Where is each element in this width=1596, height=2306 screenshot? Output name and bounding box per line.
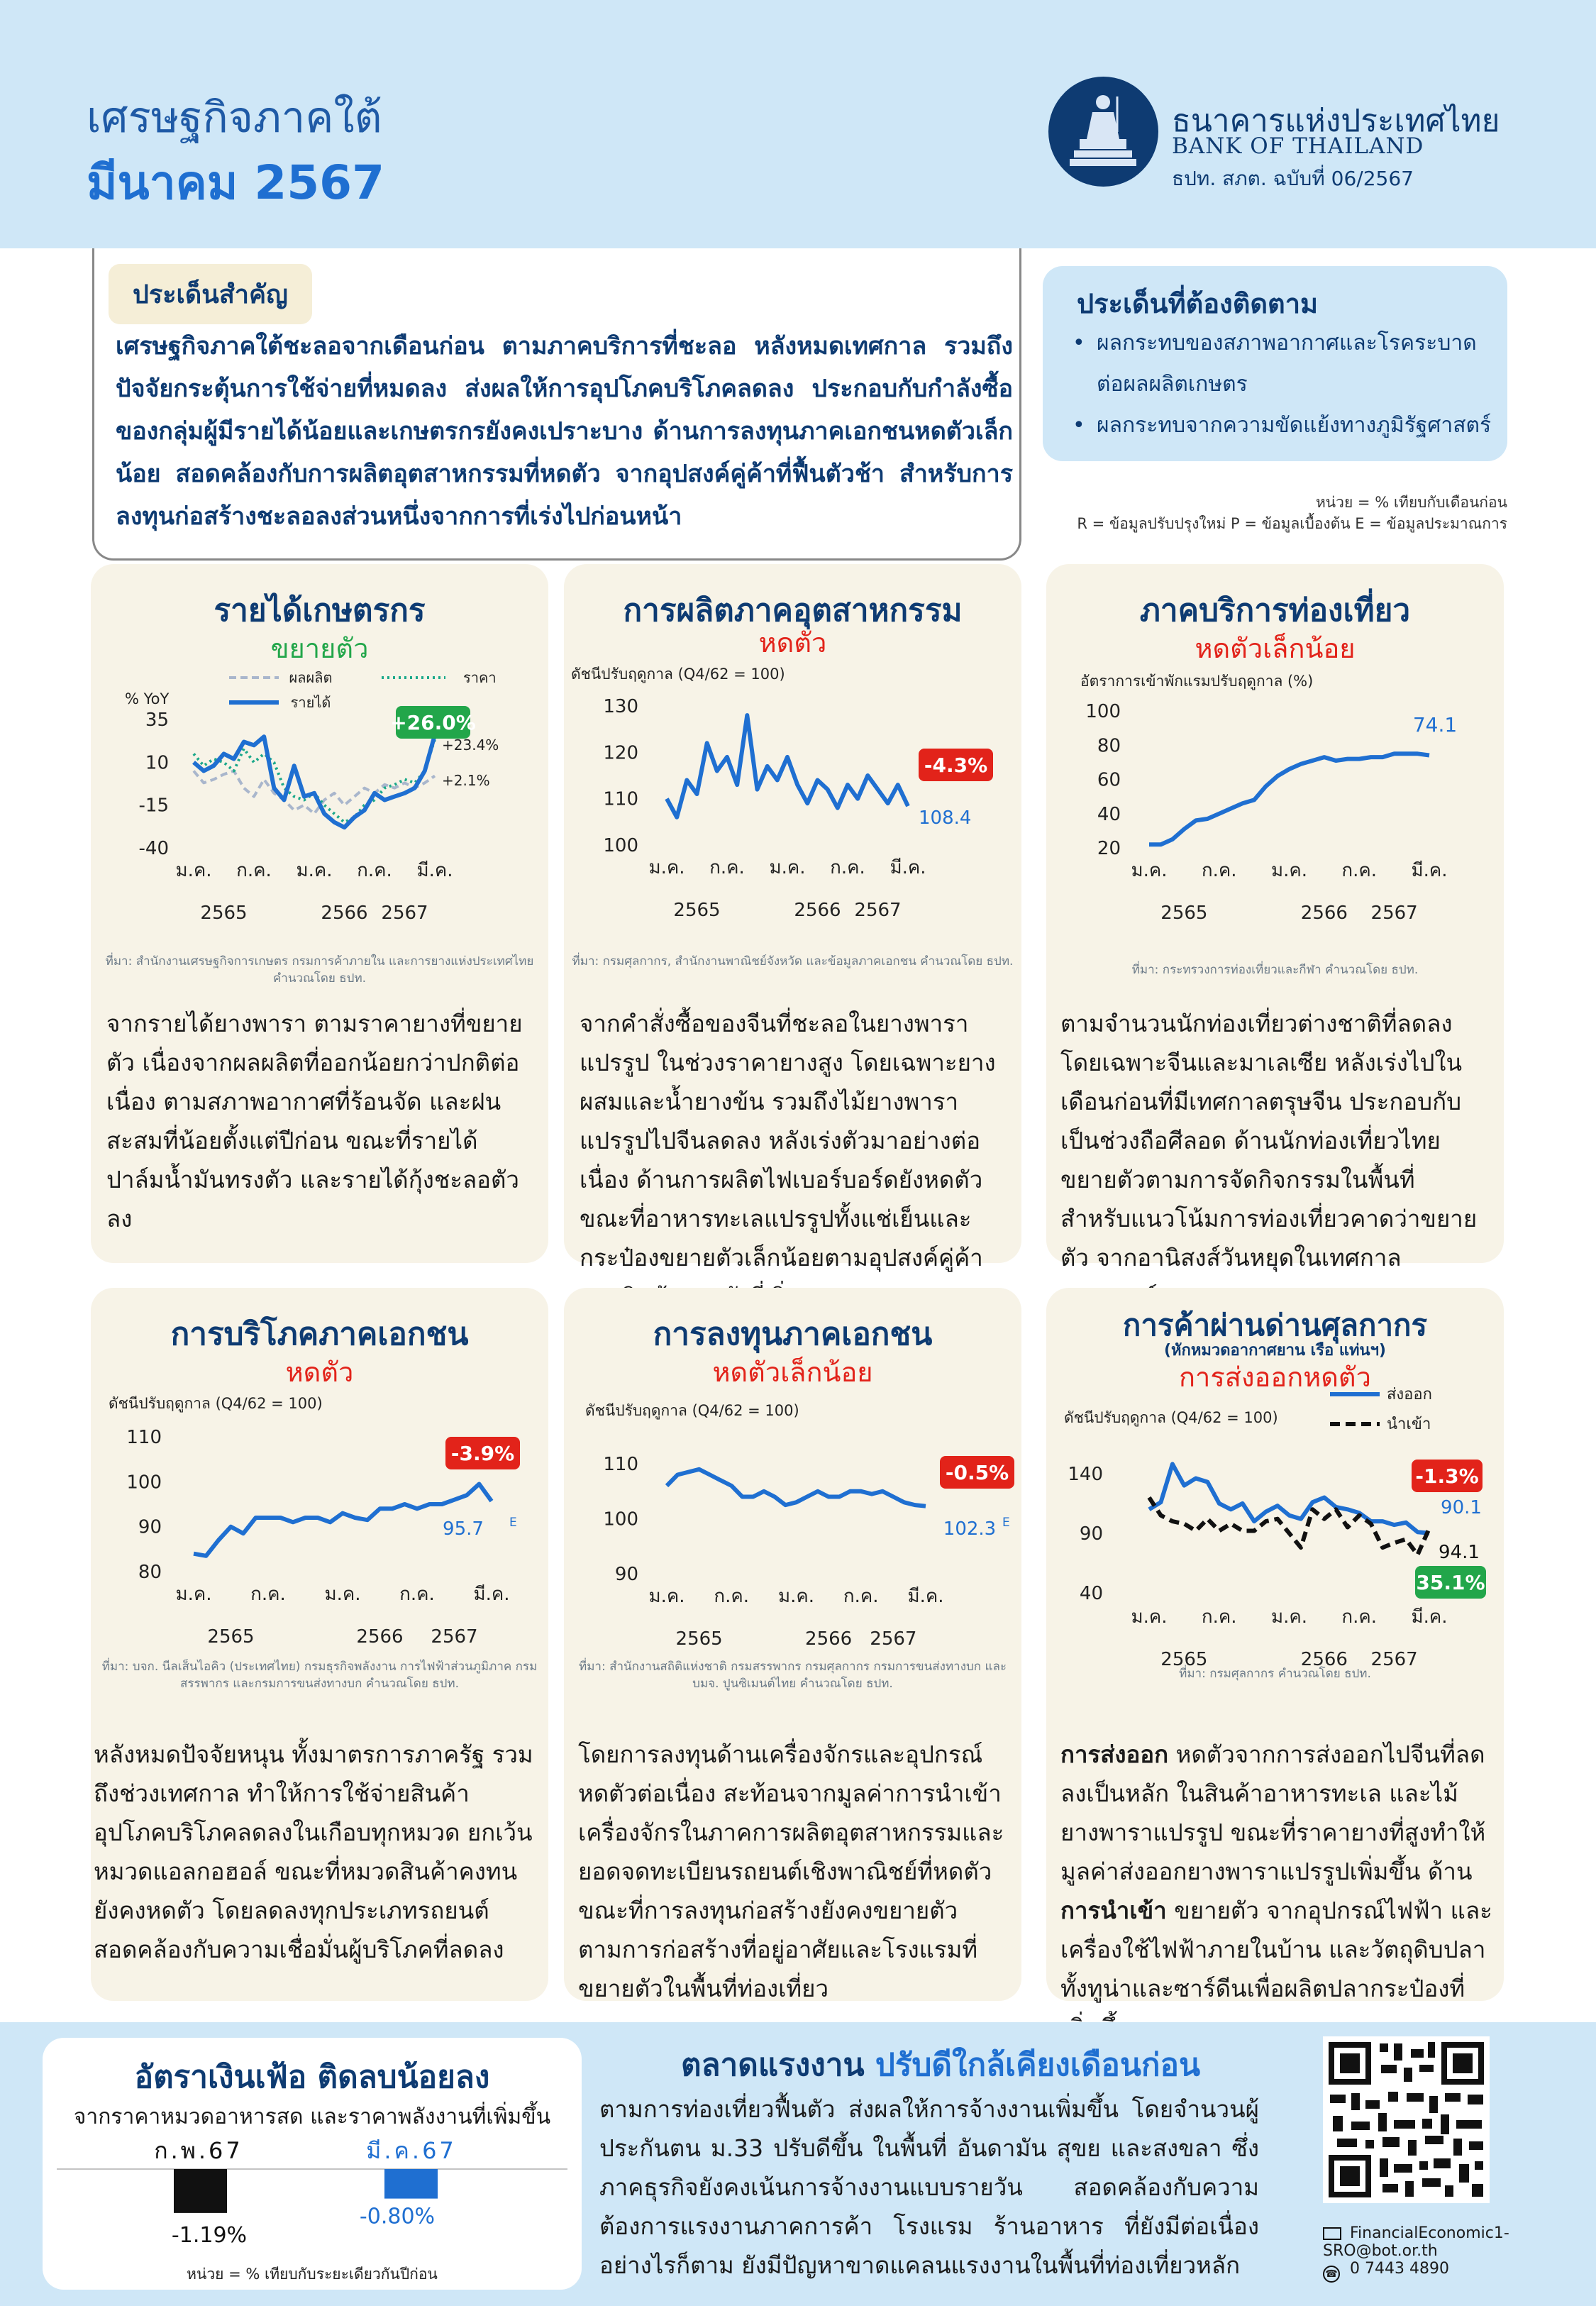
panel-farm-income xyxy=(91,564,548,1263)
x-tick-label: ม.ค. xyxy=(296,860,333,881)
x-tick-label: ม.ค. xyxy=(1131,860,1168,881)
inflation-feb-value: -1.19% xyxy=(171,2222,248,2248)
y-axis-label: % YoY xyxy=(125,690,170,707)
manufacturing-chart xyxy=(564,564,1021,976)
x-tick-label: ก.ค. xyxy=(709,857,745,878)
source-note: ที่มา: สำนักงานเศรษฐกิจการเกษตร กรมการค้าภายใน และการยางแห่งประเทศไทย คำนวณโดย ธปท. xyxy=(105,954,534,986)
legend-output: ผลผลิต xyxy=(289,669,333,686)
y-tick-label: 20 xyxy=(1097,838,1121,859)
x-tick-label: ก.ค. xyxy=(1341,1606,1378,1628)
x-tick-label: มี.ค. xyxy=(1411,860,1448,881)
panel-investment xyxy=(564,1288,1021,2001)
panel-status: หดตัว xyxy=(758,627,827,658)
y-tick-label: 100 xyxy=(126,1472,162,1494)
x-year-label: 2567 xyxy=(870,1628,917,1650)
y-tick-label: 35 xyxy=(145,710,169,732)
y-tick-label: 40 xyxy=(1079,1583,1103,1604)
x-tick-label: มี.ค. xyxy=(416,860,453,881)
x-year-label: 2567 xyxy=(381,903,428,924)
y-tick-label: 120 xyxy=(603,742,638,764)
badge-manu: -4.3% xyxy=(924,754,988,777)
series-line-3 xyxy=(194,735,435,827)
badge-income: +26.0% xyxy=(390,711,476,734)
farm-income-chart xyxy=(91,564,548,976)
x-tick-label: ม.ค. xyxy=(648,1586,685,1607)
panel-subnote: (หักหมวดอากาศยาน เรือ แท่นฯ) xyxy=(1163,1342,1386,1359)
y-axis-label: ดัชนีปรับฤดูกาล (Q4/62 = 100) xyxy=(571,666,785,683)
y-tick-label: 90 xyxy=(1079,1523,1103,1545)
source-note: ที่มา: บจก. นีลเส็นไอคิว (ประเทศไทย) กรมธุรกิจพลังงาน การไฟฟ้าส่วนภูมิภาค กรมสรรพากร และกรมการขนส่งทางบก คำนวณโดย ธปท. xyxy=(101,1660,538,1691)
x-tick-label: ม.ค. xyxy=(324,1584,361,1605)
key-issues-text: เศรษฐกิจภาคใต้ชะลอจากเดือนก่อน ตามภาคบริการที่ชะลอ หลังหมดเทศกาล รวมถึงปัจจัยกระตุ้นการใช้จ่ายที่หมดลง ส่งผลให้การอุปโภคบริโภคลดลง ประกอบกับกำลังซื้อของกลุ่มผู้มีรายได้น้อยและเกษตรกรยังคงเปราะบาง ด้านการลงทุนภาคเอกชนหดตัวเล็กน้อย สอดคล้องกับการผลิตอุตสาหกรรมที่หดตัว จากอุปสงค์คู่ค้าที่ฟื้นตัวช้า สำหรับการลงทุนก่อสร้างชะลอลงส่วนหนึ่งจากการที่เร่งไปก่อนหน้า xyxy=(116,332,1013,531)
y-axis-label: ดัชนีปรับฤดูกาล (Q4/62 = 100) xyxy=(585,1402,799,1419)
y-tick-label: 110 xyxy=(126,1427,162,1448)
phone-icon: ☎ xyxy=(1323,2266,1340,2283)
panel-body-text: ตามจำนวนนักท่องเที่ยวต่างชาติที่ลดลง โดยเฉพาะจีนและมาเลเซีย หลังเร่งไปในเดือนก่อนที่มีเทศกาลตรุษจีน ประกอบกับเป็นช่วงถือศีลอด ด้านนักท่องเที่ยวไทยขยายตัวตามการจัดกิจกรรมในพื้นที่ สำหรับแนวโน้มการท่องเที่ยวคาดว่าขยายตัว จากอานิสงส์วันหยุดในเทศกาล xyxy=(1060,1010,1478,1271)
y-tick-label: 100 xyxy=(1085,701,1121,722)
series-line-2 xyxy=(194,739,435,822)
x-tick-label: ม.ค. xyxy=(648,857,685,878)
x-year-label: 2565 xyxy=(207,1626,255,1648)
panel-manufacturing xyxy=(564,564,1021,1271)
x-tick-label: มี.ค. xyxy=(1411,1606,1448,1628)
unit-note: หน่วย = % เทียบกับเดือนก่อน xyxy=(1315,494,1507,511)
end-label-export: 90.1 xyxy=(1441,1497,1482,1518)
x-year-label: 2565 xyxy=(1160,903,1208,924)
end-label: 102.3 xyxy=(943,1518,997,1540)
inflation-mar-label: มี.ค.67 xyxy=(366,2137,457,2164)
x-year-label: 2565 xyxy=(200,903,248,924)
y-axis-label: อัตราการเข้าพักแรมปรับฤดูกาล (%) xyxy=(1080,673,1314,690)
x-tick-label: ก.ค. xyxy=(1201,1606,1237,1628)
y-tick-label: 90 xyxy=(614,1564,638,1585)
y-tick-label: 90 xyxy=(138,1516,162,1538)
series-line-1 xyxy=(667,1469,926,1506)
panel-title: การผลิตภาคอุตสาหกรรม xyxy=(623,592,963,629)
y-tick-label: 100 xyxy=(603,835,638,856)
panel-status: การส่งออกหดตัว xyxy=(1179,1362,1371,1393)
bank-name-english: BANK OF THAILAND xyxy=(1172,133,1424,159)
x-tick-label: ก.ค. xyxy=(250,1584,286,1605)
source-note: ที่มา: กระทรวงการท่องเที่ยวและกีฬา คำนวณโดย ธปท. xyxy=(1131,963,1419,977)
inflation-title: อัตราเงินเฟ้อ ติดลบน้อยลง xyxy=(134,2059,490,2095)
consumption-chart xyxy=(91,1288,548,1685)
x-tick-label: ก.ค. xyxy=(830,857,865,878)
end-label-import: 94.1 xyxy=(1439,1542,1480,1563)
badge-import: 35.1% xyxy=(1416,1571,1485,1594)
x-year-label: 2567 xyxy=(1370,903,1418,924)
end-label-superscript: E xyxy=(1002,1516,1010,1530)
y-tick-label: 110 xyxy=(603,788,638,810)
y-tick-label: -40 xyxy=(138,838,169,859)
panel-title: รายได้เกษตรกร xyxy=(214,592,426,629)
inflation-unit: หน่วย = % เทียบกับระยะเดียวกันปีก่อน xyxy=(187,2266,438,2283)
panel-title: การลงทุนภาคเอกชน xyxy=(653,1316,933,1352)
panel-tourism xyxy=(1046,564,1504,1271)
inflation-mar-value: -0.80% xyxy=(359,2204,436,2229)
x-tick-label: ม.ค. xyxy=(175,860,212,881)
panel-body-text xyxy=(1060,1735,1493,2047)
end-label: 95.7 xyxy=(443,1518,484,1540)
y-tick-label: 110 xyxy=(603,1454,638,1475)
email-text: FinancialEconomic1-SRO@bot.or.th xyxy=(1323,2224,1509,2260)
x-year-label: 2565 xyxy=(1160,1649,1208,1670)
source-note: ที่มา: กรมศุลกากร คำนวณโดย ธปท. xyxy=(1179,1667,1371,1681)
x-year-label: 2566 xyxy=(805,1628,853,1650)
x-tick-label: ม.ค. xyxy=(1270,1606,1308,1628)
x-year-label: 2567 xyxy=(431,1626,478,1648)
series-line-1 xyxy=(1149,1464,1429,1533)
labor-title xyxy=(681,2040,1200,2090)
y-tick-label: -15 xyxy=(138,795,169,817)
series-line-1 xyxy=(1149,754,1429,844)
badge-investment: -0.5% xyxy=(945,1461,1009,1484)
x-year-label: 2566 xyxy=(794,900,841,921)
inflation-feb-label: ก.พ.67 xyxy=(154,2137,243,2164)
badge-consumption: -3.9% xyxy=(450,1442,515,1465)
x-tick-label: ก.ค. xyxy=(1201,860,1237,881)
x-tick-label: ก.ค. xyxy=(843,1586,879,1607)
watch-item: • ผลกระทบจากความขัดแย้งทางภูมิรัฐศาสตร์ xyxy=(1073,405,1498,446)
bank-logo-icon xyxy=(1048,77,1158,187)
body-import-text: ขยายตัว จากอุปกรณ์ไฟฟ้า และเครื่องใช้ไฟฟ้าภายในบ้าน และวัตถุดิบปลาทั้งทูน่าและซาร์ดีนเพื่อผลิตปลากระป๋องที่ xyxy=(1060,1897,1492,2002)
source-note: ที่มา: สำนักงานสถิติแห่งชาติ กรมสรรพากร กรมศุลกากร กรมการขนส่งทางบก และ บมจ. ปูนซิเมนต์ไทย คำนวณโดย ธปท. xyxy=(578,1660,1007,1691)
issue-number: ธปท. สภต. ฉบับที่ 06/2567 xyxy=(1172,167,1414,190)
key-issues-label: ประเด็นสำคัญ xyxy=(109,264,312,324)
y-tick-label: 80 xyxy=(1097,735,1121,757)
panel-status: หดตัวเล็กน้อย xyxy=(1195,633,1356,664)
watch-item: • ผลกระทบของสภาพอากาศและโรคระบาดต่อผลผลิตเกษตร xyxy=(1073,323,1498,405)
mail-icon xyxy=(1323,2227,1341,2240)
panel-title: ภาคบริการท่องเที่ยว xyxy=(1139,592,1411,629)
body-export-text: หดตัวจากการส่งออกไปจีนที่ลดลงเป็นหลัก ในสินค้าอาหารทะเล และไม้ยางพาราแปรรูป ขณะที่ราคายางที่สูงทำให้มูลค่าส่งออกยางพาราแปรรูปเพิ่มขึ้น ด้าน xyxy=(1060,1740,1486,1885)
panel-trade xyxy=(1046,1288,1504,2001)
x-year-label: 2565 xyxy=(675,1628,723,1650)
panel-body-text: จากรายได้ยางพารา ตามราคายางที่ขยายตัว เนื่องจากผลผลิตที่ออกน้อยกว่าปกติต่อเนื่อง ตามสภาพอากาศที่ร้อนจัด และฝนสะสมที่น้อยตั้งแต่ปีก่อน ขณะที่รายได้ปาล์มน้ำมันทรงตัว และรายได้กุ้งชะลอตัวลง xyxy=(106,1010,523,1232)
tourism-chart xyxy=(1046,564,1504,976)
x-tick-label: ม.ค. xyxy=(175,1584,212,1605)
investment-chart xyxy=(564,1288,1021,1685)
panel-status: ขยายตัว xyxy=(270,633,369,664)
x-tick-label: ก.ค. xyxy=(1341,860,1378,881)
end-label-output: +2.1% xyxy=(442,772,490,789)
key-issues-box xyxy=(92,248,1021,561)
x-tick-label: ม.ค. xyxy=(1131,1606,1168,1628)
labor-text: ตามการท่องเที่ยวฟื้นตัว ส่งผลให้การจ้างงานเพิ่มขึ้น โดยจำนวนผู้ประกันตน ม.33 ปรับดีขึ้น ในพื้นที่ อันดามัน สุขย และสงขลา ซึ่งภาคธุรกิจยังคงเน้นการจ้างงานแบบรายวัน สอดคล้องกับความต้องการแรงงานภาคการค้า โรงแรม ร้านอาหาร ที่ยังมีต่อเนื่อง อย่างไรก็ตาม ยังมีปัญหาขาดแคลนแรงงานในพื้นที่ท่องเที่ยวหลัก xyxy=(599,2095,1259,2279)
y-tick-label: 100 xyxy=(603,1508,638,1530)
panel-title: การค้าผ่านด่านศุลกากร xyxy=(1122,1308,1428,1342)
legend-import: นำเข้า xyxy=(1387,1416,1431,1433)
x-year-label: 2566 xyxy=(356,1626,404,1648)
y-axis-label: ดัชนีปรับฤดูกาล (Q4/62 = 100) xyxy=(1064,1409,1278,1426)
panel-status: หดตัวเล็กน้อย xyxy=(712,1357,873,1388)
contact-phone[interactable] xyxy=(1323,2260,1449,2279)
x-year-label: 2565 xyxy=(673,900,721,921)
inflation-mar-bar xyxy=(384,2169,438,2199)
x-year-label: 2566 xyxy=(1300,903,1348,924)
qr-code-icon[interactable] xyxy=(1323,2036,1490,2203)
series-line-1 xyxy=(667,715,908,817)
bank-name-thai: ธนาคารแห่งประเทศไทย xyxy=(1172,103,1500,139)
x-tick-label: ม.ค. xyxy=(777,1586,815,1607)
x-year-label: 2566 xyxy=(321,903,368,924)
x-year-label: 2567 xyxy=(1370,1649,1418,1670)
end-label: 74.1 xyxy=(1412,713,1458,737)
legend-income: รายได้ xyxy=(290,694,331,711)
page-title: เศรษฐกิจภาคใต้ xyxy=(87,93,382,143)
panel-title: การบริโภคภาคเอกชน xyxy=(170,1316,469,1352)
y-axis-label: ดัชนีปรับฤดูกาล (Q4/62 = 100) xyxy=(109,1395,323,1412)
x-tick-label: ก.ค. xyxy=(236,860,272,881)
panel-body-text: โดยการลงทุนด้านเครื่องจักรและอุปกรณ์หดตัวต่อเนื่อง สะท้อนจากมูลค่าการนำเข้าเครื่องจักรในภาคการผลิตอุตสาหกรรมและยอดจดทะเบียนรถยนต์เชิงพาณิชย์ที่หดตัว ขณะที่การลงทุนก่อสร้างยังคงขยายตัว ตามการก่อสร้างที่อยู่อาศัยและโรงแรมที่ขยายตัวในพื้นที่ท่องเที่ยว xyxy=(578,1740,1004,2002)
x-year-label: 2566 xyxy=(1300,1649,1348,1670)
end-label-price: +23.4% xyxy=(442,737,499,754)
trade-chart xyxy=(1046,1288,1504,1685)
inflation-box xyxy=(43,2038,582,2290)
panel-consumption xyxy=(91,1288,548,2001)
watch-issues-title: ประเด็นที่ต้องติดตาม xyxy=(1077,288,1319,319)
x-tick-label: ม.ค. xyxy=(769,857,806,878)
y-tick-label: 40 xyxy=(1097,803,1121,825)
body-bold-export: การส่งออก xyxy=(1060,1740,1169,1768)
watch-issues-box xyxy=(1043,266,1507,461)
inflation-feb-bar xyxy=(174,2169,227,2213)
legend-price: ราคา xyxy=(463,669,497,686)
x-tick-label: ม.ค. xyxy=(1270,860,1308,881)
x-tick-label: มี.ค. xyxy=(890,857,926,878)
legend-note: R = ข้อมูลปรับปรุงใหม่ P = ข้อมูลเบื้องต้น E = ข้อมูลประมาณการ xyxy=(1077,515,1507,532)
x-tick-label: มี.ค. xyxy=(473,1584,510,1605)
labor-title-status: ปรับดีใกล้เคียงเดือนก่อน xyxy=(864,2047,1201,2083)
labor-title-main: ตลาดแรงงาน xyxy=(681,2047,865,2083)
y-tick-label: 80 xyxy=(138,1562,162,1583)
x-tick-label: ก.ค. xyxy=(399,1584,435,1605)
y-tick-label: 10 xyxy=(145,752,169,774)
source-note: ที่มา: กรมศุลกากร, สำนักงานพาณิชย์จังหวัด และข้อมูลภาคเอกชน คำนวณโดย ธปท. xyxy=(572,954,1014,969)
end-label: 108.4 xyxy=(919,807,972,829)
y-tick-label: 140 xyxy=(1068,1463,1103,1485)
x-year-label: 2567 xyxy=(854,900,902,921)
inflation-chart xyxy=(43,2038,582,2290)
x-tick-label: ก.ค. xyxy=(357,860,392,881)
x-tick-label: มี.ค. xyxy=(907,1586,944,1607)
body-bold-import: การนำเข้า xyxy=(1060,1897,1167,1924)
x-tick-label: ก.ค. xyxy=(714,1586,750,1607)
end-label-superscript: E xyxy=(509,1516,517,1530)
legend-export: ส่งออก xyxy=(1387,1386,1432,1403)
badge-export: -1.3% xyxy=(1415,1464,1479,1488)
y-tick-label: 60 xyxy=(1097,769,1121,791)
panel-status: หดตัว xyxy=(285,1357,354,1388)
series-line-2 xyxy=(1149,1498,1429,1555)
watch-issues-list xyxy=(1073,323,1498,446)
phone-text: 0 7443 4890 xyxy=(1350,2260,1449,2278)
page-subtitle-month: มีนาคม 2567 xyxy=(87,155,385,210)
inflation-subtitle: จากราคาหมวดอาหารสด และราคาพลังงานที่เพิ่มขึ้น xyxy=(73,2104,551,2129)
contact-email[interactable] xyxy=(1323,2224,1596,2260)
panel-body-text: จากคำสั่งซื้อของจีนที่ชะลอในยางพาราแปรรูป ในช่วงราคายางสูง โดยเฉพาะยางผสมและน้ำยางข้น รวมถึงไม้ยางพาราแปรรูปไปจีนลดลง หลังเร่งตัวมาอย่างต่อเนื่อง ด้านการผลิตไฟเบอร์บอร์ดยังหดตัว ขณะที่อาหารทะเลแปรรูปทั้งแช่เย็นและกระป๋องขยายตัวเล็กน้อยตามอุปสงค์คู่ค้า xyxy=(580,1010,996,1271)
panel-body-text: หลังหมดปัจจัยหนุน ทั้งมาตรการภาครัฐ รวมถึงช่วงเทศกาล ทำให้การใช้จ่ายสินค้าอุปโภคบริโภคลดลงในเกือบทุกหมวด ยกเว้นหมวดแอลกอฮอล์ ขณะที่หมวดสินค้าคงทนยังคงหดตัว โดยลดลงทุกประเภทรถยนต์ สอดคล้องกับความเชื่อมั่นผู้บริโภคที่ลดลง xyxy=(94,1740,533,1963)
y-tick-label: 130 xyxy=(603,696,638,717)
